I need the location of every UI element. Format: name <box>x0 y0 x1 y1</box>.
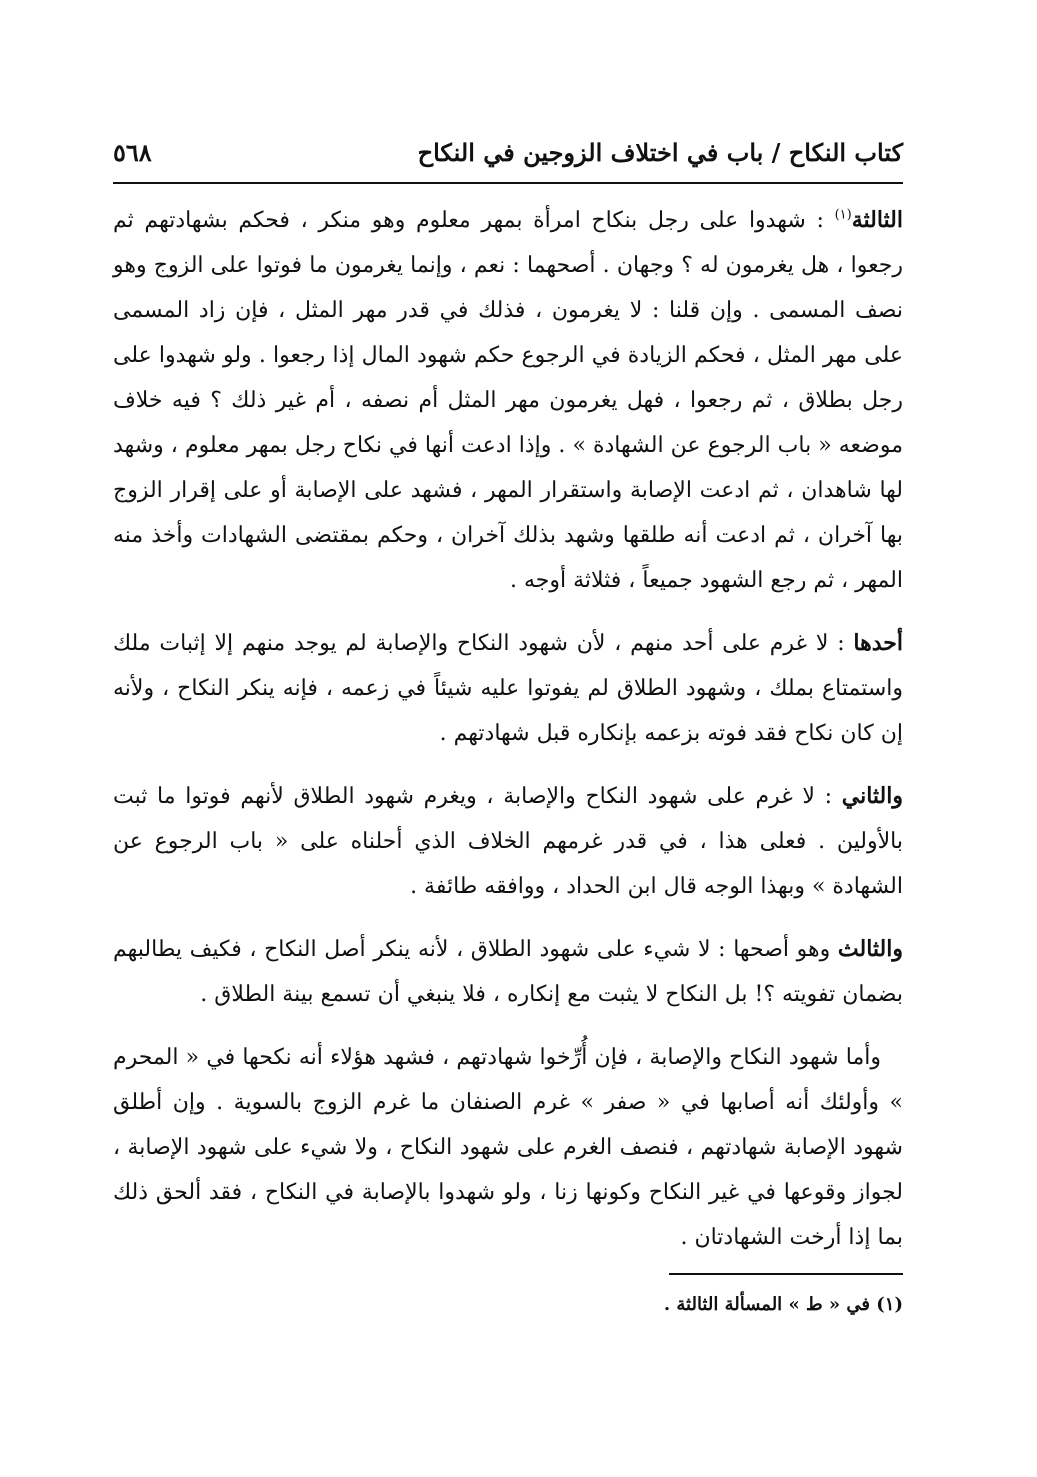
page-number: ٥٦٨ <box>113 138 152 167</box>
footnote: (١) في « ط » المسألة الثالثة . <box>663 1294 903 1315</box>
paragraph-lead: والثالث <box>837 936 903 962</box>
paragraph-text: وهو أصحها : لا شيء على شهود الطلاق ، لأنه ينكر أصل النكاح ، فكيف يطالبهم بضمان تفويته ؟! بل النكاح لا يثبت مع إنكاره ، فلا ينبغي أن تسمع بينة الطلاق . <box>113 937 903 1007</box>
paragraph-witnesses <box>113 1035 903 1260</box>
paragraph-lead: أحدها <box>853 630 903 656</box>
paragraph-lead: الثالثة <box>851 207 903 233</box>
header-divider <box>113 182 903 184</box>
paragraph-lead: والثاني <box>841 783 903 809</box>
paragraph-second-view <box>113 774 903 909</box>
paragraph-text: : لا غرم على أحد منهم ، لأن شهود النكاح والإصابة لم يوجد منهم إلا إثبات ملك واستمتاع بملك ، وشهود الطلاق لم يفوتوا عليه شيئاً في زعمه ، فإنه ينكر النكاح ، ولأنه إن كان نكاح فقد فوته بزعمه بإنكاره قبل شهادتهم . <box>113 631 903 746</box>
running-header <box>113 134 903 174</box>
paragraph-text: : شهدوا على رجل بنكاح امرأة بمهر معلوم وهو منكر ، فحكم بشهادتهم ثم رجعوا ، هل يغرمون له ؟ وجهان . أصحهما : نعم ، وإنما يغرمون ما فوتوا على الزوج وهو نصف المسمى . وإن قلنا : لا يغرمون ، فذلك في قدر مهر المثل ، فإن زاد المسمى على مهر المثل ، فحكم الزيادة في الرجوع حكم شهود المال إذا رجعوا . ولو شهدوا على رجل بطلاق ، ثم رجعوا ، فهل يغرمون مهر المثل أم نصفه ، أم غير ذلك ؟ فيه خلاف موضعه « باب الرجوع عن الشهادة » . وإذا ادعت أنها في نكاح رجل بمهر معلوم ، وشهد لها شاهدان ، ثم ادعت الإصابة واستقرار المهر ، فشهد على الإصابة أو على إقرار الزوج بها آخران ، ثم ادعت أنه طلقها وشهد بذلك آخران ، وحكم بمقتضى الشهادات وأخذ منه المهر ، ثم رجع الشهود جميعاً ، فثلاثة أوجه . <box>113 208 903 593</box>
paragraph-third-view <box>113 927 903 1017</box>
paragraph-text: : لا غرم على شهود النكاح والإصابة ، ويغرم شهود الطلاق لأنهم فوتوا ما ثبت بالأولين . فعلى هذا ، في قدر غرمهم الخلاف الذي أحلناه على « باب الرجوع عن الشهادة » وبهذا الوجه قال ابن الحداد ، ووافقه طائفة . <box>113 784 903 899</box>
footnote-divider <box>669 1273 903 1275</box>
header-title: كتاب النكاح / باب في اختلاف الزوجين في النكاح <box>417 138 903 167</box>
main-text <box>113 198 903 1260</box>
paragraph-first-view <box>113 621 903 756</box>
footnote-reference: (١) <box>834 207 852 223</box>
paragraph-text: وأما شهود النكاح والإصابة ، فإن أُرِّخوا شهادتهم ، فشهد هؤلاء أنه نكحها في « المحرم » وأولئك أنه أصابها في « صفر » غرم الصنفان ما غرم الزوج بالسوية . وإن أطلق شهود الإصابة شهادتهم ، فنصف الغرم على شهود النكاح ، ولا شيء على شهود الإصابة ، لجواز وقوعها في غير النكاح وكونها زنا ، ولو شهدوا بالإصابة في النكاح ، فقد ألحق ذلك بما إذا أرخت الشهادتان . <box>113 1045 903 1250</box>
paragraph-third-issue <box>113 198 903 603</box>
